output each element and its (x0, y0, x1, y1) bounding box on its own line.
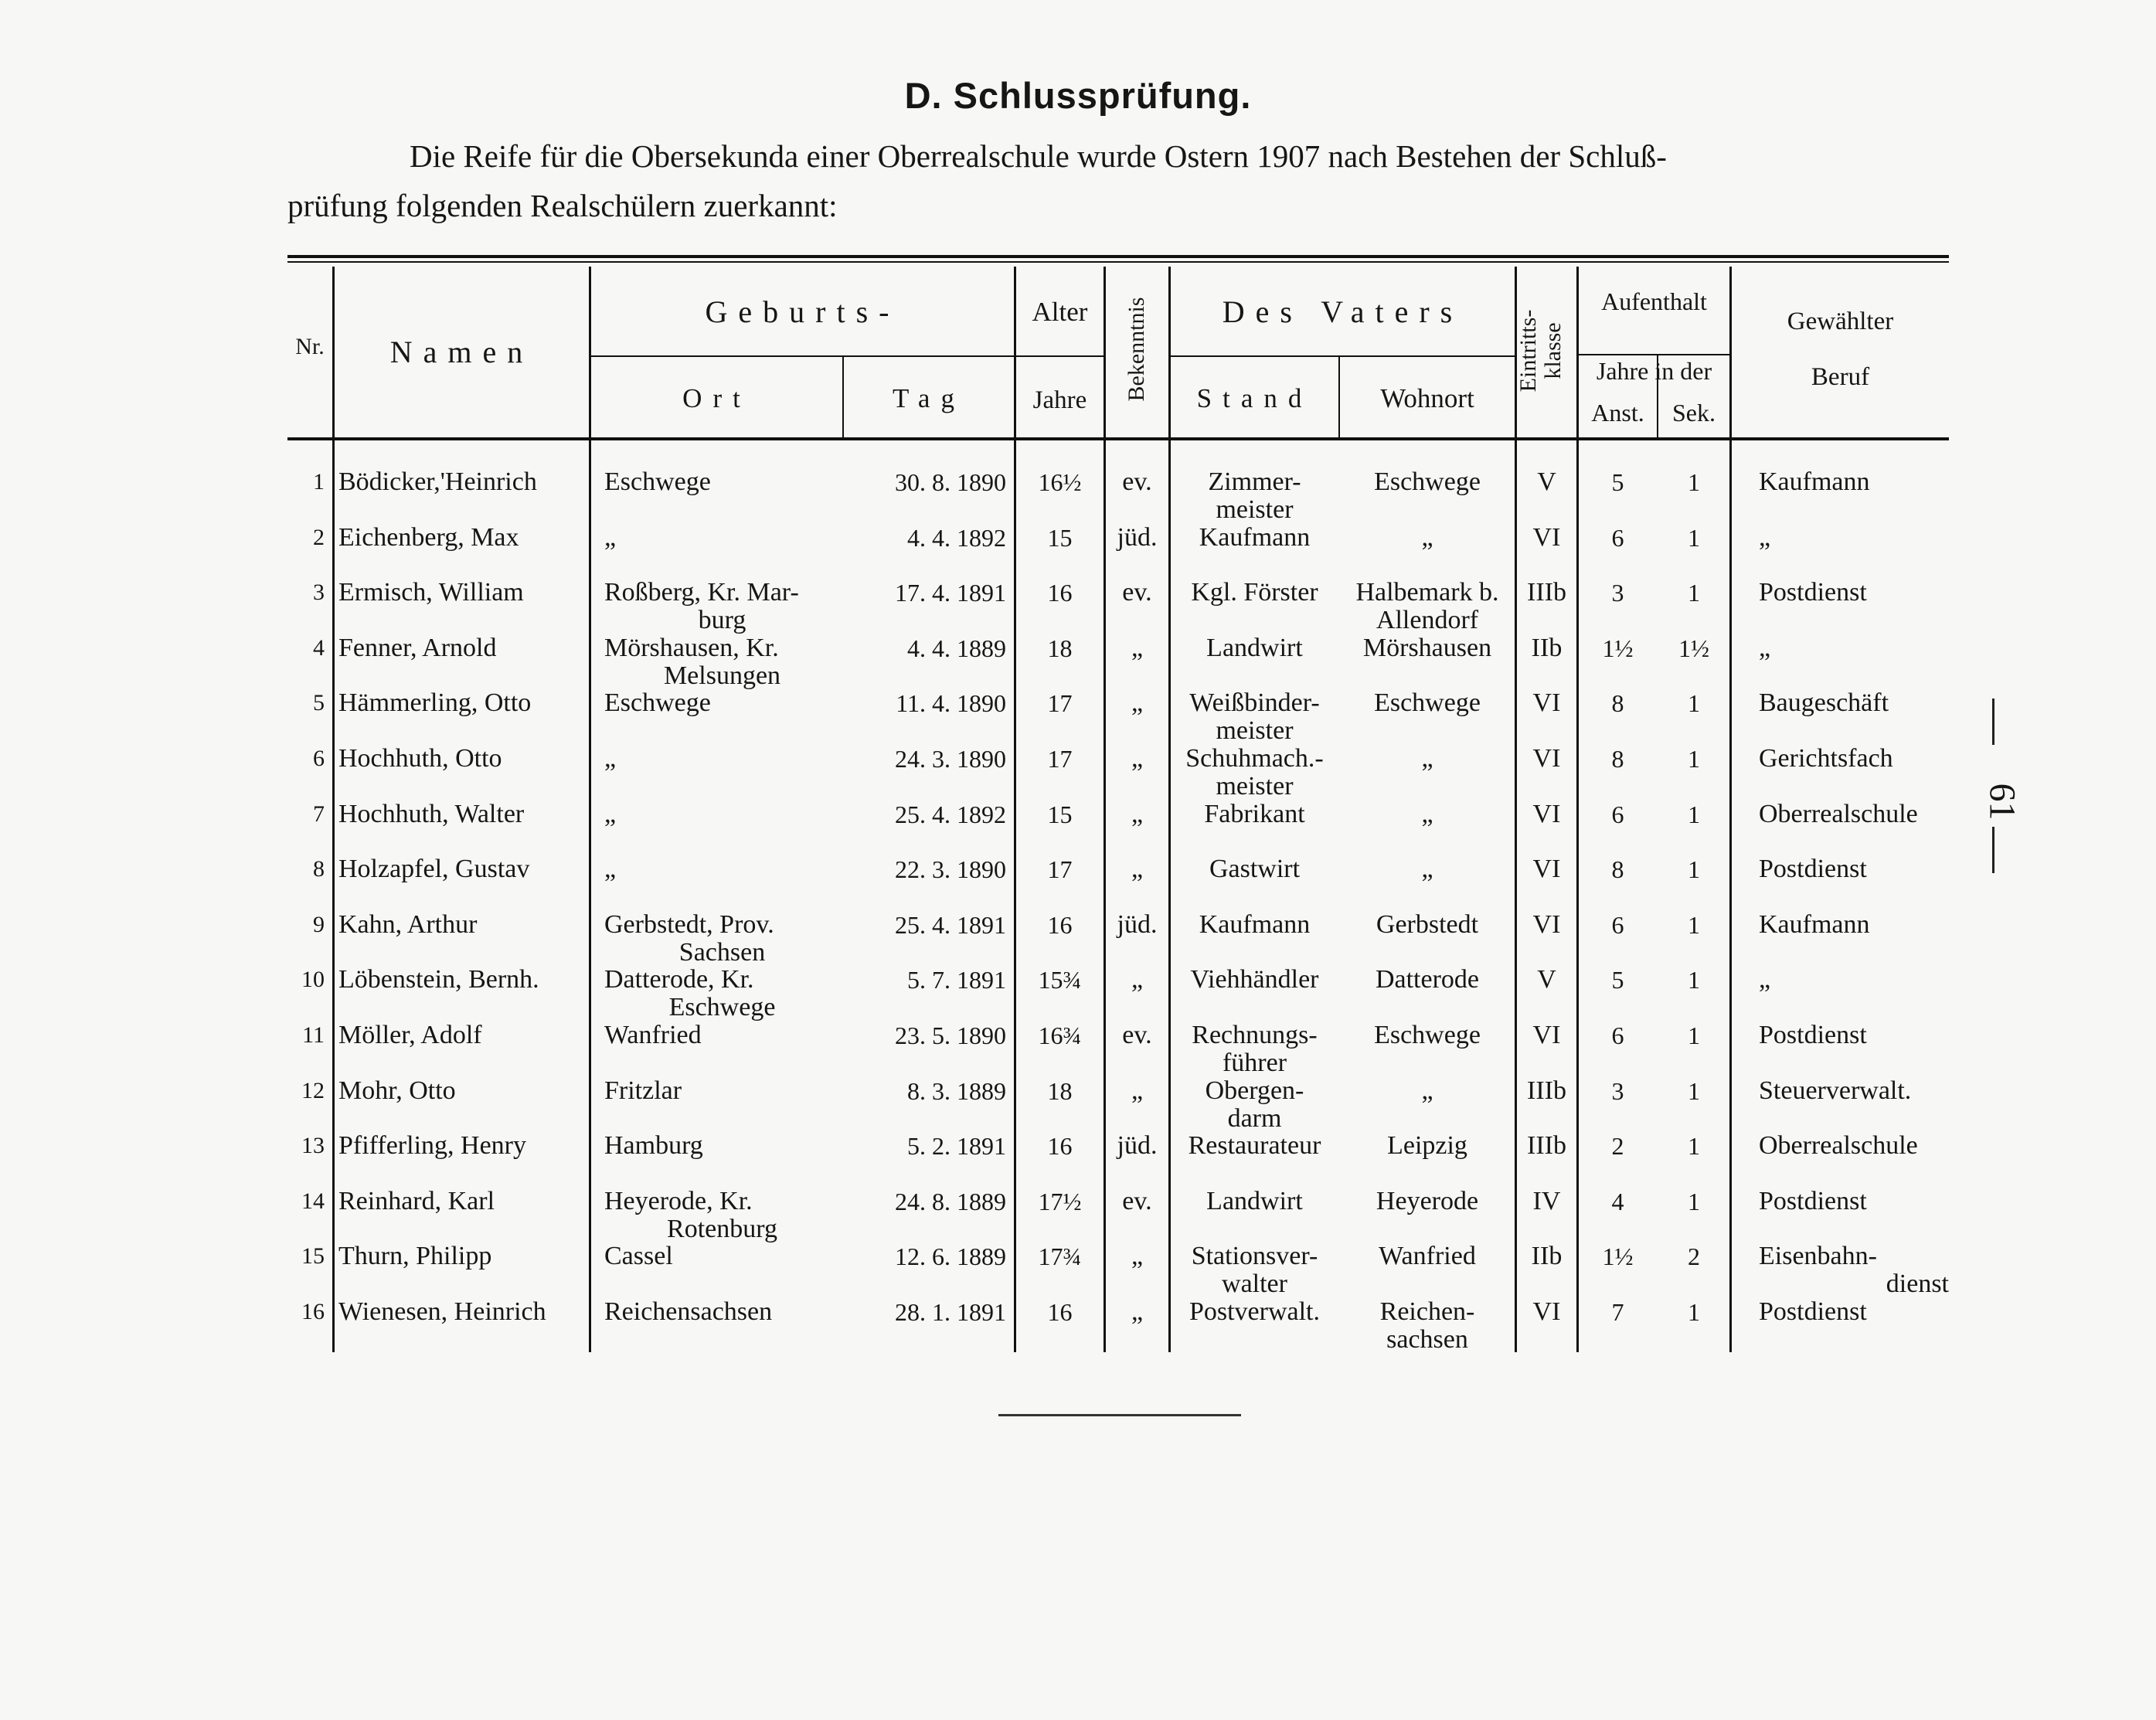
alter-sub-rule (1014, 355, 1104, 357)
cell-ort: Wanfried (604, 1021, 702, 1049)
cell-tag: 4. 4. 1892 (907, 524, 1006, 552)
cell-alter: 17 (1047, 745, 1073, 773)
cell-nr: 16 (301, 1299, 325, 1324)
page-number: 61 (1981, 783, 2023, 821)
cell-beruf: Baugeschäft (1759, 688, 1889, 717)
cell-name: Kahn, Arthur (338, 911, 478, 939)
cell-sek: 1½ (1678, 634, 1709, 662)
header-eintrittsklasse: Eintritts- klasse (1515, 309, 1566, 393)
cell-name: Bödicker,'Heinrich (338, 468, 537, 496)
header-des-vaters: Des Vaters (1222, 294, 1464, 329)
intro-text-line-1: Die Reife für die Obersekunda einer Oberrealschule wurde Ostern 1907 nach Bestehen der Schluß- (410, 138, 1667, 174)
cell-ort: Datterode, Kr. (604, 966, 754, 994)
cell-ort: Gerbstedt, Prov. (604, 911, 774, 939)
cell-bekenntnis: „ (1131, 1242, 1144, 1270)
header-wohnort: Wohnort (1380, 383, 1474, 413)
cell-alter: 17¾ (1038, 1242, 1082, 1270)
cell-wohnort: Heyerode (1376, 1188, 1479, 1215)
cell-anst: 3 (1611, 1077, 1624, 1105)
cell-alter: 17 (1047, 689, 1073, 717)
cell-beruf-cont: dienst (1886, 1270, 1949, 1298)
cell-stand-cont: führer (1222, 1049, 1287, 1077)
cell-ort: Eschwege (604, 468, 711, 496)
cell-ort: Fritzlar (604, 1077, 682, 1105)
cell-bekenntnis: ev. (1122, 467, 1152, 496)
cell-sek: 1 (1688, 524, 1700, 552)
cell-tag: 23. 5. 1890 (895, 1021, 1006, 1049)
cell-anst: 7 (1611, 1298, 1624, 1326)
cell-sek: 1 (1688, 1298, 1700, 1326)
cell-sek: 1 (1688, 966, 1700, 994)
cell-name: Fenner, Arnold (338, 634, 497, 662)
cell-wohnort-cont: Allendorf (1376, 606, 1479, 634)
cell-anst: 1½ (1602, 1242, 1634, 1270)
header-aufenthalt: Aufenthalt (1601, 287, 1707, 315)
cell-eintrittsklasse: VI (1532, 523, 1561, 552)
cell-name: Hämmerling, Otto (338, 689, 532, 717)
cell-beruf: Kaufmann (1759, 467, 1870, 496)
cell-ort-cont: Eschwege (668, 993, 776, 1021)
cell-sek: 1 (1688, 1132, 1700, 1160)
cell-tag: 17. 4. 1891 (895, 579, 1006, 607)
cell-wohnort: „ (1421, 524, 1433, 552)
cell-bekenntnis: „ (1131, 744, 1144, 773)
cell-stand-cont: meister (1216, 495, 1294, 524)
cell-eintrittsklasse: V (1537, 467, 1556, 496)
cell-beruf: Postdienst (1759, 578, 1867, 607)
cell-eintrittsklasse: VI (1532, 855, 1561, 883)
cell-alter: 16¾ (1038, 1021, 1082, 1049)
cell-beruf: „ (1759, 523, 1771, 552)
header-jahre-in-der: Jahre in der (1596, 357, 1712, 385)
cell-bekenntnis: ev. (1122, 1021, 1152, 1049)
header-anst: Anst. (1591, 399, 1644, 427)
cell-name: Möller, Adolf (338, 1021, 482, 1049)
cell-eintrittsklasse: V (1537, 965, 1556, 994)
cell-wohnort: „ (1421, 745, 1433, 773)
cell-nr: 5 (313, 690, 325, 716)
cell-stand: Kaufmann (1199, 911, 1311, 939)
cell-anst: 8 (1611, 745, 1624, 773)
table-top-rule (287, 255, 1949, 258)
cell-wohnort: Wanfried (1379, 1242, 1476, 1270)
cell-alter: 18 (1047, 634, 1073, 662)
cell-name: Reinhard, Karl (338, 1188, 495, 1215)
cell-nr: 11 (302, 1022, 325, 1048)
header-tag: Tag (893, 383, 965, 413)
cell-anst: 6 (1611, 801, 1624, 828)
col-rule-name (589, 267, 591, 1352)
cell-stand: Viehhändler (1190, 966, 1319, 994)
cell-wohnort: Eschwege (1374, 468, 1481, 496)
cell-stand: Postverwalt. (1189, 1298, 1321, 1326)
cell-name: Ermisch, William (338, 579, 524, 607)
cell-eintrittsklasse: IIIb (1527, 1076, 1566, 1105)
geburts-sub-rule (589, 355, 1014, 357)
cell-tag: 22. 3. 1890 (895, 855, 1006, 883)
cell-bekenntnis: „ (1131, 688, 1144, 717)
cell-name: Thurn, Philipp (338, 1242, 492, 1270)
cell-bekenntnis: „ (1131, 1297, 1144, 1326)
cell-beruf: Oberrealschule (1759, 800, 1918, 828)
cell-beruf: Kaufmann (1759, 910, 1870, 939)
page-number-rule-bottom (1992, 827, 1994, 873)
cell-eintrittsklasse: IIb (1531, 1242, 1563, 1270)
cell-wohnort: Eschwege (1374, 1021, 1481, 1049)
cell-wohnort: Leipzig (1387, 1132, 1467, 1160)
cell-name: Holzapfel, Gustav (338, 855, 530, 883)
header-geburts: Geburts- (705, 294, 900, 329)
cell-nr: 6 (313, 746, 325, 771)
cell-alter: 16 (1047, 1132, 1073, 1160)
aufenthalt-sub-rule (1576, 354, 1729, 355)
cell-alter: 15 (1047, 524, 1073, 552)
cell-anst: 8 (1611, 689, 1624, 717)
cell-eintrittsklasse: IIIb (1527, 1131, 1566, 1160)
cell-wohnort: Halbemark b. (1355, 579, 1499, 607)
cell-anst: 2 (1611, 1132, 1624, 1160)
cell-nr: 12 (301, 1078, 325, 1103)
cell-sek: 1 (1688, 745, 1700, 773)
cell-name: Löbenstein, Bernh. (338, 966, 539, 994)
header-bekenntnis: Bekenntnis (1124, 297, 1149, 402)
header-sek: Sek. (1672, 399, 1716, 427)
cell-alter: 15 (1047, 801, 1073, 828)
cell-stand: Landwirt (1206, 634, 1303, 662)
cell-stand: Kaufmann (1199, 524, 1311, 552)
cell-bekenntnis: jüd. (1117, 910, 1158, 939)
cell-beruf: Oberrealschule (1759, 1131, 1918, 1160)
cell-wohnort: Datterode (1375, 966, 1480, 994)
cell-eintrittsklasse: VI (1532, 1297, 1561, 1326)
header-ort: Ort (682, 383, 751, 413)
cell-stand-cont: meister (1216, 716, 1294, 745)
cell-ort-cont: Rotenburg (667, 1215, 777, 1243)
cell-bekenntnis: „ (1131, 634, 1144, 662)
cell-ort: Reichensachsen (604, 1298, 773, 1326)
cell-bekenntnis: „ (1131, 855, 1144, 883)
cell-anst: 6 (1611, 524, 1624, 552)
vater-sub-rule (1168, 355, 1515, 357)
cell-ort: Eschwege (604, 689, 711, 717)
cell-wohnort: Eschwege (1374, 689, 1481, 717)
cell-stand: Landwirt (1206, 1188, 1303, 1215)
cell-stand: Zimmer- (1208, 468, 1301, 496)
cell-tag: 12. 6. 1889 (895, 1242, 1006, 1270)
cell-beruf: Postdienst (1759, 1297, 1867, 1326)
page-number-rule-top (1992, 699, 1994, 745)
cell-bekenntnis: ev. (1122, 578, 1152, 607)
end-rule (998, 1414, 1241, 1416)
cell-eintrittsklasse: VI (1532, 910, 1561, 939)
cell-eintrittsklasse: VI (1532, 688, 1561, 717)
cell-name: Wienesen, Heinrich (338, 1298, 546, 1326)
cell-stand: Restaurateur (1188, 1132, 1321, 1160)
cell-nr: 14 (301, 1188, 325, 1214)
header-jahre: Jahre (1032, 386, 1087, 414)
header-gewaehlter: Gewählter (1787, 308, 1894, 335)
cell-ort: Mörshausen, Kr. (604, 634, 779, 662)
cell-sek: 1 (1688, 1188, 1700, 1215)
cell-anst: 5 (1611, 966, 1624, 994)
cell-anst: 6 (1611, 911, 1624, 939)
cell-sek: 1 (1688, 689, 1700, 717)
cell-sek: 1 (1688, 1021, 1700, 1049)
cell-wohnort: Reichen- (1379, 1298, 1475, 1326)
table-top-rule-thin (287, 261, 1949, 263)
cell-stand: Fabrikant (1204, 801, 1305, 828)
header-beruf: Beruf (1811, 363, 1870, 391)
cell-anst: 4 (1611, 1188, 1624, 1215)
cell-tag: 30. 8. 1890 (895, 468, 1006, 496)
cell-alter: 16 (1047, 911, 1073, 939)
cell-bekenntnis: jüd. (1117, 1131, 1158, 1160)
cell-beruf: „ (1759, 634, 1771, 662)
cell-bekenntnis: jüd. (1117, 523, 1158, 552)
cell-anst: 1½ (1602, 634, 1634, 662)
cell-sek: 1 (1688, 579, 1700, 607)
intro-text-line-2: prüfung folgenden Realschülern zuerkannt: (287, 188, 838, 223)
cell-eintrittsklasse: VI (1532, 744, 1561, 773)
cell-tag: 5. 7. 1891 (907, 966, 1006, 994)
header-nr: Nr. (295, 334, 325, 359)
cell-beruf: „ (1759, 965, 1771, 994)
cell-sek: 1 (1688, 1077, 1700, 1105)
cell-alter: 16 (1047, 579, 1073, 607)
cell-stand: Obergen- (1205, 1077, 1304, 1105)
cell-stand: Rechnungs- (1192, 1021, 1318, 1049)
cell-wohnort: Gerbstedt (1376, 911, 1479, 939)
cell-sek: 1 (1688, 801, 1700, 828)
cell-ort: Heyerode, Kr. (604, 1188, 753, 1215)
cell-alter: 16½ (1038, 468, 1082, 496)
header-namen: Namen (389, 335, 534, 369)
cell-name: Pfifferling, Henry (338, 1132, 526, 1160)
cell-name: Hochhuth, Walter (338, 801, 525, 828)
cell-tag: 25. 4. 1891 (895, 911, 1006, 939)
cell-name: Eichenberg, Max (338, 524, 519, 552)
cell-name: Mohr, Otto (338, 1077, 456, 1105)
cell-alter: 15¾ (1038, 966, 1082, 994)
cell-sek: 1 (1688, 855, 1700, 883)
header-stand: Stand (1196, 383, 1313, 413)
cell-nr: 7 (313, 801, 325, 827)
col-rule-nr (332, 267, 335, 1352)
cell-nr: 3 (313, 580, 325, 605)
cell-stand-cont: meister (1216, 772, 1294, 801)
cell-wohnort: „ (1421, 855, 1433, 883)
cell-ort: Cassel (604, 1242, 673, 1270)
cell-alter: 18 (1047, 1077, 1073, 1105)
cell-nr: 13 (301, 1133, 325, 1158)
cell-wohnort: „ (1421, 801, 1433, 828)
cell-bekenntnis: „ (1131, 965, 1144, 994)
cell-beruf: Steuerverwalt. (1759, 1076, 1912, 1105)
cell-alter: 17 (1047, 855, 1073, 883)
cell-nr: 2 (313, 525, 325, 550)
cell-bekenntnis: „ (1131, 800, 1144, 828)
cell-anst: 6 (1611, 1021, 1624, 1049)
cell-stand: Schuhmach.- (1185, 745, 1324, 773)
cell-nr: 10 (301, 967, 325, 992)
cell-nr: 1 (313, 469, 325, 495)
cell-sek: 1 (1688, 468, 1700, 496)
cell-stand: Weißbinder- (1189, 689, 1320, 717)
cell-anst: 5 (1611, 468, 1624, 496)
cell-nr: 4 (313, 635, 325, 661)
cell-tag: 5. 2. 1891 (907, 1132, 1006, 1160)
cell-stand-cont: darm (1227, 1104, 1282, 1133)
cell-eintrittsklasse: IV (1532, 1187, 1561, 1215)
cell-eintrittsklasse: IIIb (1527, 578, 1566, 607)
cell-ort-cont: Melsungen (663, 661, 781, 690)
cell-tag: 8. 3. 1889 (907, 1077, 1006, 1105)
cell-alter: 16 (1047, 1298, 1073, 1326)
cell-bekenntnis: „ (1131, 1076, 1144, 1105)
cell-nr: 9 (313, 912, 325, 937)
cell-nr: 8 (313, 856, 325, 882)
cell-nr: 15 (301, 1243, 325, 1269)
cell-beruf: Postdienst (1759, 855, 1867, 883)
cell-tag: 4. 4. 1889 (907, 634, 1006, 662)
header-bottom-rule (287, 437, 1949, 440)
cell-beruf: Gerichtsfach (1759, 744, 1893, 773)
cell-ort: „ (604, 745, 617, 773)
cell-wohnort-cont: sachsen (1386, 1325, 1468, 1354)
cell-beruf: Postdienst (1759, 1187, 1867, 1215)
cell-ort-cont: Sachsen (678, 938, 766, 967)
cell-eintrittsklasse: IIb (1531, 634, 1563, 662)
cell-anst: 8 (1611, 855, 1624, 883)
cell-tag: 24. 8. 1889 (895, 1188, 1006, 1215)
cell-ort: „ (604, 524, 617, 552)
cell-wohnort: „ (1421, 1077, 1433, 1105)
cell-stand: Gastwirt (1209, 855, 1301, 883)
cell-beruf: Eisenbahn- (1759, 1242, 1877, 1270)
cell-name: Hochhuth, Otto (338, 745, 502, 773)
cell-ort-cont: burg (698, 606, 746, 634)
cell-stand: Stationsver- (1191, 1242, 1318, 1270)
cell-ort: Hamburg (604, 1132, 703, 1160)
cell-ort: Roßberg, Kr. Mar- (604, 579, 799, 607)
cell-beruf: Postdienst (1759, 1021, 1867, 1049)
cell-anst: 3 (1611, 579, 1624, 607)
cell-tag: 28. 1. 1891 (895, 1298, 1006, 1326)
section-heading: D. Schlussprüfung. (904, 75, 1252, 116)
cell-tag: 25. 4. 1892 (895, 801, 1006, 828)
cell-wohnort: Mörshausen (1362, 634, 1492, 662)
cell-eintrittsklasse: VI (1532, 800, 1561, 828)
cell-tag: 11. 4. 1890 (896, 689, 1006, 717)
cell-eintrittsklasse: VI (1532, 1021, 1561, 1049)
header-alter: Alter (1032, 297, 1088, 327)
col-rule-aufenthalt (1729, 267, 1732, 1352)
cell-ort: „ (604, 801, 617, 828)
cell-tag: 24. 3. 1890 (895, 745, 1006, 773)
cell-sek: 1 (1688, 911, 1700, 939)
cell-stand-cont: walter (1222, 1270, 1287, 1298)
cell-sek: 2 (1688, 1242, 1700, 1270)
cell-alter: 17½ (1038, 1188, 1082, 1215)
cell-ort: „ (604, 855, 617, 883)
cell-bekenntnis: ev. (1122, 1187, 1152, 1215)
cell-stand: Kgl. Förster (1191, 579, 1318, 607)
